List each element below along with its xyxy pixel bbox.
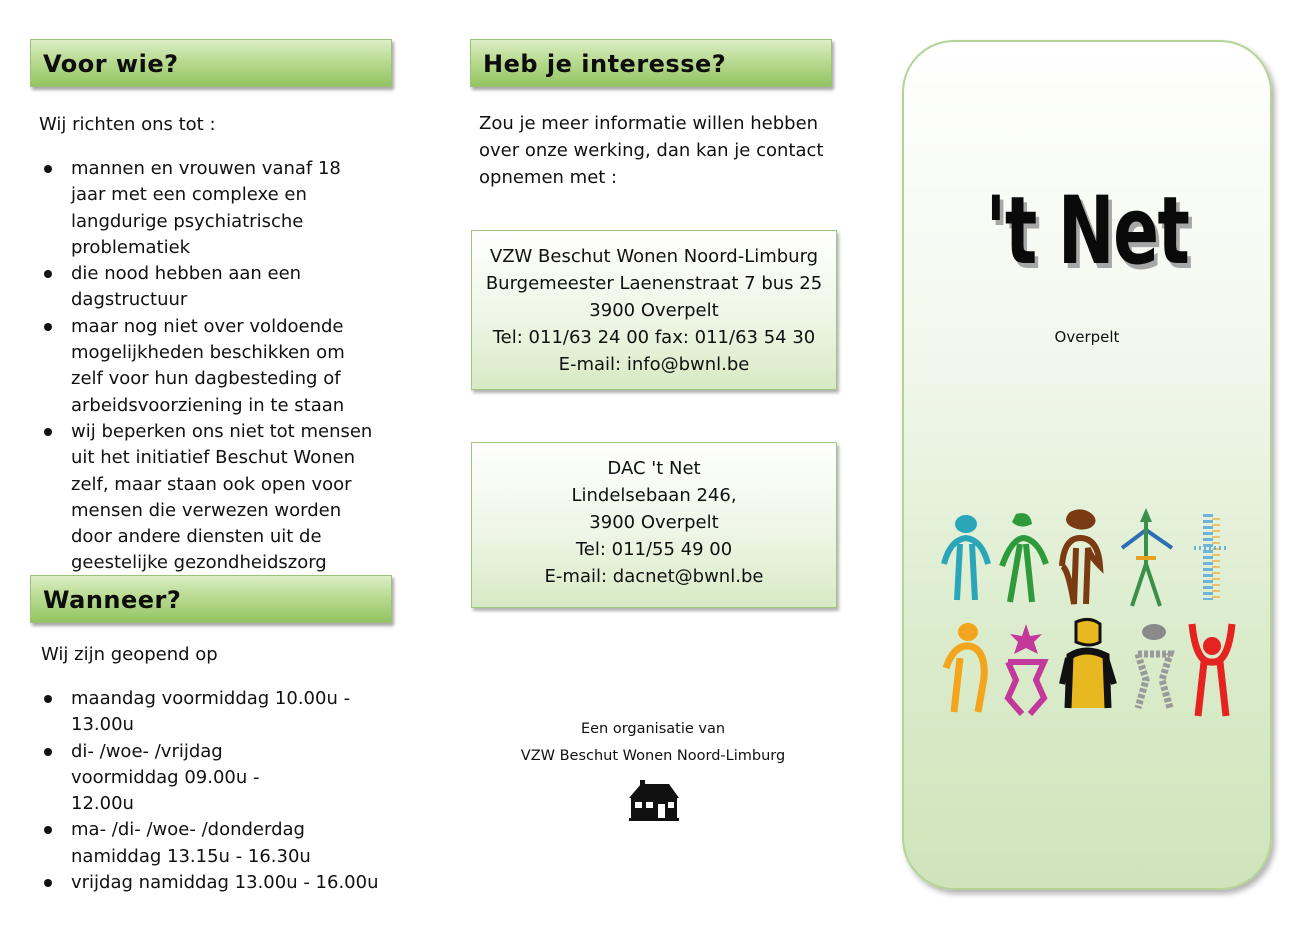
figure-icon xyxy=(946,623,984,712)
list-item: di- /woe- /vrijdag voormiddag 09.00u - 12.00u xyxy=(40,739,405,818)
interesse-heading: Heb je interesse? xyxy=(470,39,832,87)
wanneer-intro: Wij zijn geopend op xyxy=(41,644,218,665)
list-item: maar nog niet over voldoende mogelijkheden beschikken om zelf voor hun dagbesteding of arbeidsvoorziening in te staan xyxy=(40,314,375,419)
contact-street: Burgemeester Laenenstraat 7 bus 25 xyxy=(485,273,823,294)
cover-title: 't Net xyxy=(985,177,1189,286)
voor-wie-heading: Voor wie? xyxy=(30,39,392,87)
people-figures-illustration xyxy=(940,508,1240,720)
org-line-1: Een organisatie van xyxy=(580,721,726,737)
list-item: wij beperken ons niet tot mensen uit het initiatief Beschut Wonen zelf, maar staan ook open voor mensen die verwezen worden door andere diensten uit de geestelijke gezondheidszorg xyxy=(40,419,375,577)
figure-icon xyxy=(1122,508,1172,606)
wanneer-list xyxy=(40,686,405,896)
contact-name: VZW Beschut Wonen Noord-Limburg xyxy=(489,246,819,267)
contact-phone: Tel: 011/63 24 00 fax: 011/63 54 30 xyxy=(492,327,816,348)
org-line-2: VZW Beschut Wonen Noord-Limburg xyxy=(520,748,786,764)
list-item: ma- /di- /woe- /donderdag namiddag 13.15u - 16.30u xyxy=(40,817,405,870)
list-item: maandag voormiddag 10.00u - 13.00u xyxy=(40,686,405,739)
contact-name: DAC 't Net xyxy=(607,458,701,479)
house-icon xyxy=(625,780,683,822)
voor-wie-list xyxy=(40,156,375,577)
figure-icon xyxy=(1062,509,1100,604)
cover-subtitle: Overpelt xyxy=(1054,328,1120,346)
list-item: die nood hebben aan een dagstructuur xyxy=(40,261,375,314)
contact-email: E-mail: info@bwnl.be xyxy=(558,354,750,375)
wanneer-heading: Wanneer? xyxy=(30,575,392,623)
contact-phone: Tel: 011/55 49 00 xyxy=(575,539,733,560)
figure-icon xyxy=(1062,619,1114,708)
contact-email: E-mail: dacnet@bwnl.be xyxy=(544,566,764,587)
figure-icon xyxy=(944,515,988,600)
figure-icon xyxy=(1008,624,1044,714)
figure-icon xyxy=(1192,624,1232,716)
contact-city: 3900 Overpelt xyxy=(589,300,719,321)
voor-wie-intro: Wij richten ons tot : xyxy=(39,114,216,135)
list-item: mannen en vrouwen vanaf 18 jaar met een complexe en langdurige psychiatrische problematiek xyxy=(40,156,375,261)
cover-panel xyxy=(902,40,1272,890)
interesse-intro: Zou je meer informatie willen hebben over onze werking, dan kan je contact opnemen met : xyxy=(479,113,824,188)
figure-icon xyxy=(1002,513,1046,602)
list-item: vrijdag namiddag 13.00u - 16.00u xyxy=(40,870,405,896)
contact-box-dac xyxy=(471,442,837,608)
figure-icon xyxy=(1194,514,1228,602)
contact-box-bwnl xyxy=(471,230,837,390)
figure-icon xyxy=(1138,624,1170,708)
contact-city: 3900 Overpelt xyxy=(589,512,719,533)
contact-street: Lindelsebaan 246, xyxy=(571,485,737,506)
